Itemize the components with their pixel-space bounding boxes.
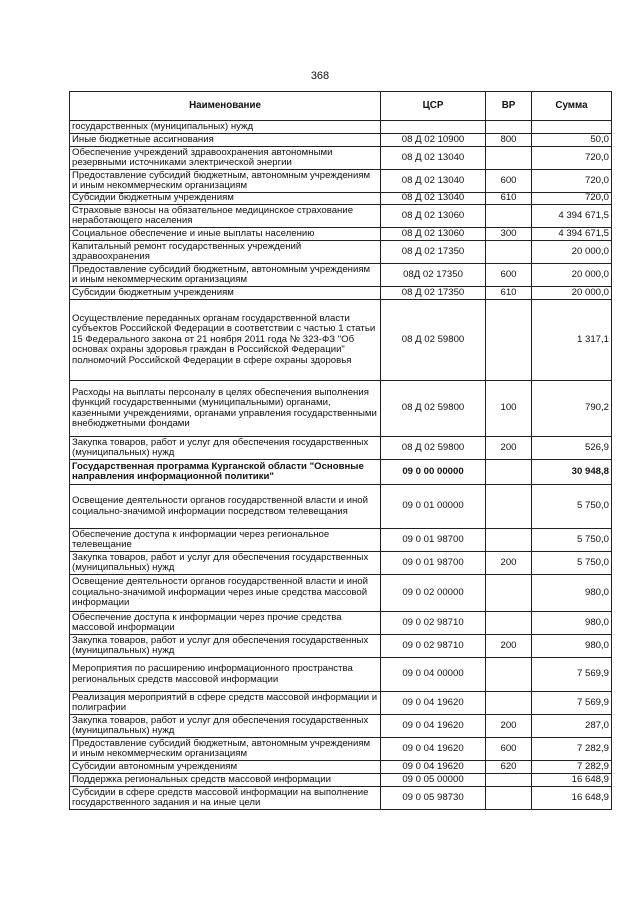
cell-csr: 08 Д 02 13060 [381,228,486,241]
cell-name: Закупка товаров, работ и услуг для обеспечения государственных (муниципальных) нужд [70,635,381,658]
cell-name: Страховые взносы на обязательное медицинское страхование неработающего населения [70,205,381,228]
cell-vr: 600 [486,170,532,193]
cell-vr [486,692,532,715]
cell-sum: 5 750,0 [532,485,612,529]
cell-csr: 09 0 02 00000 [381,575,486,612]
cell-vr [486,205,532,228]
column-header-sum: Сумма [532,92,612,121]
table-row [70,575,612,612]
budget-table [69,91,612,810]
table-row [70,287,612,300]
cell-vr: 610 [486,193,532,205]
cell-csr: 08 Д 02 13040 [381,193,486,205]
table-row [70,692,612,715]
cell-csr: 08 Д 02 13060 [381,205,486,228]
cell-sum: 20 000,0 [532,264,612,287]
table-row [70,300,612,381]
cell-csr: 09 0 05 98730 [381,787,486,810]
cell-csr: 09 0 04 19620 [381,715,486,738]
table-row [70,774,612,787]
table-row [70,552,612,575]
table-row [70,170,612,193]
cell-vr [486,121,532,134]
cell-vr [486,485,532,529]
cell-vr [486,658,532,692]
cell-name: Государственная программа Курганской области "Основные направления информационной политики" [70,460,381,485]
cell-sum: 720,0 [532,170,612,193]
table-row [70,264,612,287]
cell-name: Осуществление переданных органам государственной власти субъектов Российской Федерации в соответствии с частью 1 статьи 15 Федерального закона от 21 ноября 2011 года № 323-ФЗ "Об основах охраны здоровья граждан в Российской Федерации" полномочий Российской Федерации в сфере охраны здоровья [70,300,381,381]
cell-sum: 720,0 [532,147,612,170]
table-row [70,485,612,529]
cell-vr [486,612,532,635]
cell-sum: 5 750,0 [532,552,612,575]
cell-vr: 200 [486,715,532,738]
cell-name: Обеспечение доступа к информации через прочие средства массовой информации [70,612,381,635]
table-row [70,635,612,658]
cell-name: Субсидии автономным учреждениям [70,761,381,774]
cell-name: Субсидии в сфере средств массовой информации на выполнение государственного задания и на иные цели [70,787,381,810]
table-row [70,612,612,635]
cell-sum: 20 000,0 [532,287,612,300]
table-row [70,205,612,228]
cell-name: Капитальный ремонт государственных учреждений здравоохранения [70,241,381,264]
cell-sum [532,121,612,134]
cell-name: Субсидии бюджетным учреждениям [70,287,381,300]
column-header-vr: ВР [486,92,532,121]
cell-vr [486,460,532,485]
cell-csr: 08 Д 02 59800 [381,300,486,381]
cell-sum: 20 000,0 [532,241,612,264]
cell-vr: 200 [486,552,532,575]
table-row [70,437,612,460]
table-header-row [70,92,612,121]
cell-vr: 100 [486,381,532,437]
cell-vr: 620 [486,761,532,774]
cell-csr: 09 0 02 98710 [381,635,486,658]
cell-sum: 7 282,9 [532,761,612,774]
cell-sum: 790,2 [532,381,612,437]
cell-name: Освещение деятельности органов государственной власти и иной социально-значимой информации через иные средства массовой информации [70,575,381,612]
cell-name: Предоставление субсидий бюджетным, автономным учреждениям и иным некоммерческим организациям [70,264,381,287]
cell-sum: 16 648,9 [532,774,612,787]
cell-csr: 09 0 01 98700 [381,552,486,575]
cell-csr: 08 Д 02 17350 [381,287,486,300]
cell-csr: 09 0 01 00000 [381,485,486,529]
cell-name: Социальное обеспечение и иные выплаты населению [70,228,381,241]
cell-csr: 09 0 05 00000 [381,774,486,787]
cell-name: Иные бюджетные ассигнования [70,134,381,147]
cell-name: Предоставление субсидий бюджетным, автономным учреждениям и иным некоммерческим организациям [70,738,381,761]
cell-csr: 09 0 01 98700 [381,529,486,552]
cell-csr: 08Д 02 17350 [381,264,486,287]
cell-vr: 300 [486,228,532,241]
cell-vr: 800 [486,134,532,147]
cell-vr: 610 [486,287,532,300]
table-row [70,715,612,738]
cell-name: Освещение деятельности органов государственной власти и иной социально-значимой информации посредством телевещания [70,485,381,529]
cell-sum: 4 394 671,5 [532,205,612,228]
table-row [70,658,612,692]
cell-sum: 720,0 [532,193,612,205]
cell-vr [486,787,532,810]
column-header-csr: ЦСР [381,92,486,121]
cell-csr: 08 Д 02 10900 [381,134,486,147]
cell-sum: 50,0 [532,134,612,147]
cell-sum: 7 569,9 [532,692,612,715]
cell-sum: 4 394 671,5 [532,228,612,241]
page-number: 368 [310,70,330,82]
cell-csr: 09 0 04 19620 [381,692,486,715]
cell-sum: 30 948,8 [532,460,612,485]
cell-name: Предоставление субсидий бюджетным, автономным учреждениям и иным некоммерческим организациям [70,170,381,193]
cell-csr: 09 0 04 00000 [381,658,486,692]
cell-vr: 600 [486,264,532,287]
cell-sum: 5 750,0 [532,529,612,552]
cell-name: Мероприятия по расширению информационного пространства региональных средств массовой информации [70,658,381,692]
table-row [70,381,612,437]
cell-csr: 08 Д 02 17350 [381,241,486,264]
table-row [70,228,612,241]
cell-csr: 08 Д 02 13040 [381,170,486,193]
cell-name: Субсидии бюджетным учреждениям [70,193,381,205]
cell-vr [486,147,532,170]
cell-name: Закупка товаров, работ и услуг для обеспечения государственных (муниципальных) нужд [70,437,381,460]
cell-vr: 200 [486,437,532,460]
cell-name: Поддержка региональных средств массовой информации [70,774,381,787]
cell-csr: 08 Д 02 59800 [381,437,486,460]
cell-vr [486,241,532,264]
cell-name: Обеспечение учреждений здравоохранения автономными резервными источниками электрической энергии [70,147,381,170]
cell-name: Обеспечение доступа к информации через региональное телевещание [70,529,381,552]
cell-csr: 08 Д 02 13040 [381,147,486,170]
table-row [70,121,612,134]
cell-name: Расходы на выплаты персоналу в целях обеспечения выполнения функций государственными (муниципальными) органами, казенными учреждениями, органами управления государственными внебюджетными фондами [70,381,381,437]
table-row [70,738,612,761]
cell-vr [486,575,532,612]
table-row [70,787,612,810]
cell-sum: 7 282,9 [532,738,612,761]
cell-name: государственных (муниципальных) нужд [70,121,381,134]
cell-sum: 980,0 [532,612,612,635]
cell-sum: 287,0 [532,715,612,738]
column-header-name: Наименование [70,92,381,121]
table-row [70,761,612,774]
cell-csr: 08 Д 02 59800 [381,381,486,437]
cell-sum: 526,9 [532,437,612,460]
cell-csr: 09 0 00 00000 [381,460,486,485]
cell-csr: 09 0 02 98710 [381,612,486,635]
table-row [70,241,612,264]
cell-csr: 09 0 04 19620 [381,738,486,761]
cell-sum: 7 569,9 [532,658,612,692]
cell-sum: 980,0 [532,575,612,612]
table-row [70,460,612,485]
cell-vr [486,300,532,381]
cell-name: Реализация мероприятий в сфере средств массовой информации и полиграфии [70,692,381,715]
cell-name: Закупка товаров, работ и услуг для обеспечения государственных (муниципальных) нужд [70,715,381,738]
table-row [70,147,612,170]
table-row [70,529,612,552]
cell-csr: 09 0 04 19620 [381,761,486,774]
cell-vr [486,529,532,552]
cell-vr [486,774,532,787]
cell-sum: 1 317,1 [532,300,612,381]
cell-vr: 600 [486,738,532,761]
table-row [70,193,612,205]
cell-csr [381,121,486,134]
cell-sum: 16 648,9 [532,787,612,810]
cell-vr: 200 [486,635,532,658]
cell-sum: 980,0 [532,635,612,658]
cell-name: Закупка товаров, работ и услуг для обеспечения государственных (муниципальных) нужд [70,552,381,575]
table-row [70,134,612,147]
